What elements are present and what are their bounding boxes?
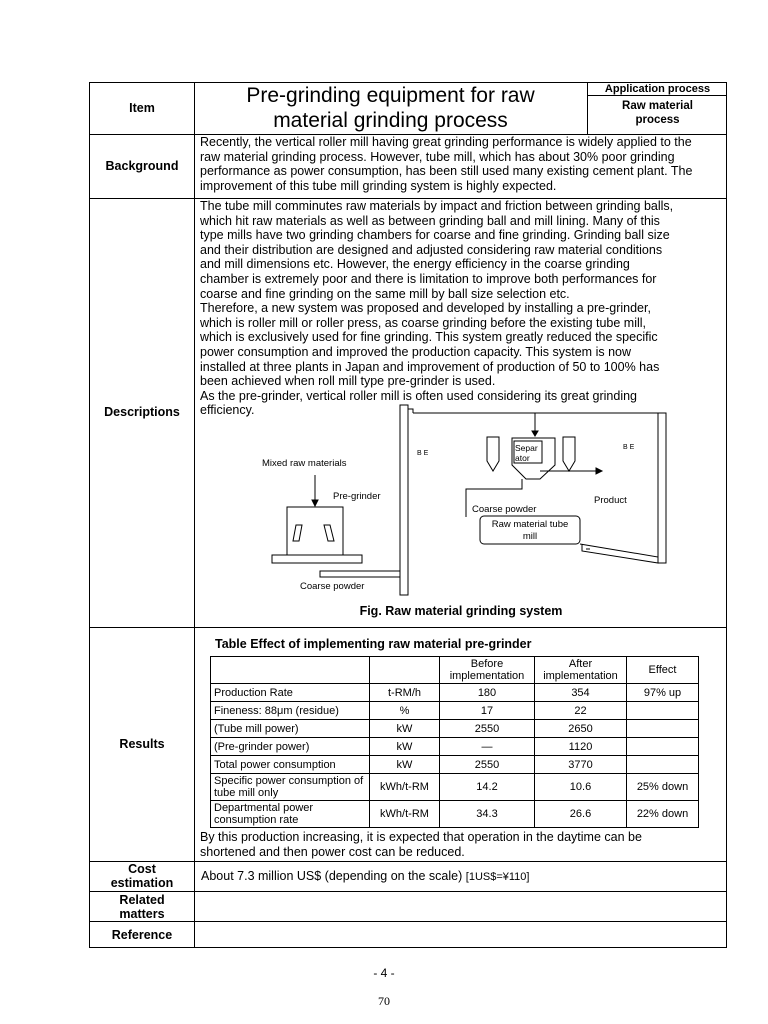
table-cell: Total power consumption xyxy=(211,756,370,774)
roller-right xyxy=(324,525,334,541)
table-cell: 34.3 xyxy=(440,801,535,828)
pre-grinder-body xyxy=(287,507,343,555)
mixed-raw-materials-label: Mixed raw materials xyxy=(262,458,347,469)
table-row xyxy=(211,720,699,738)
table-header-row xyxy=(211,657,699,684)
results-label: Results xyxy=(119,737,165,751)
page-number: 70 xyxy=(378,994,390,1008)
table-row xyxy=(211,756,699,774)
table-cell: 22 xyxy=(535,702,627,720)
table-cell: 2550 xyxy=(440,756,535,774)
table-cell xyxy=(627,702,699,720)
background-text xyxy=(200,135,721,193)
text-line: installed at three plants in Japan and improvement of production of 50 to 100% has xyxy=(200,359,660,374)
table-cell: Departmental power consumption rate xyxy=(211,801,370,828)
tube-mill-label: Raw material tube xyxy=(491,519,569,530)
table-cell: % xyxy=(370,702,440,720)
separator-label: ator xyxy=(515,453,530,463)
table-cell xyxy=(627,720,699,738)
table-cell: kW xyxy=(370,720,440,738)
table-cell: 3770 xyxy=(535,756,627,774)
text-line: Recently, the vertical roller mill having great grinding performance is widely applied to the xyxy=(200,135,692,149)
pre-grinder-label: Pre-grinder xyxy=(333,491,381,502)
table-cell: 97% up xyxy=(627,684,699,702)
application-process-value-line: Raw material xyxy=(622,100,693,112)
label-line: Cost xyxy=(128,862,156,876)
table-cell xyxy=(627,738,699,756)
text-line: been achieved when roll mill type pre-grinder is used. xyxy=(200,374,496,389)
cyclone-right xyxy=(563,437,575,471)
table-header-cell xyxy=(211,657,370,684)
text-line: shortened and then power cost can be reduced. xyxy=(200,844,465,859)
column-divider xyxy=(194,83,195,947)
label-line: Related xyxy=(119,893,165,907)
table-cell: kW xyxy=(370,756,440,774)
page-title xyxy=(194,84,587,133)
arrow-down-icon xyxy=(532,431,538,436)
background-label: Background xyxy=(105,159,179,173)
text-line: which is roller mill or roller press, as coarse grinding before the existing tube mill, xyxy=(200,315,647,330)
table-cell: 26.6 xyxy=(535,801,627,828)
row-divider xyxy=(90,921,726,922)
be-right-label: B E xyxy=(623,444,635,451)
title-line: material grinding process xyxy=(273,108,508,132)
item-label: Item xyxy=(129,101,155,115)
table-cell: (Tube mill power) xyxy=(211,720,370,738)
coarse-powder-bottom-label: Coarse powder xyxy=(300,581,365,592)
be-left-label: B E xyxy=(417,450,429,457)
cyclone-left xyxy=(487,437,499,471)
text-line: The tube mill comminutes raw materials by impact and friction between grinding balls, xyxy=(200,199,674,213)
text-line: chamber is extremely poor and there is limitation to improve both performances for xyxy=(200,271,657,286)
text-line: As the pre-grinder, vertical roller mill is often used considering its great grinding xyxy=(200,388,638,403)
table-cell: Specific power consumption of tube mill only xyxy=(211,774,370,801)
table-caption: Table Effect of implementing raw material pre-grinder xyxy=(215,637,532,651)
text-line: By this production increasing, it is expected that operation in the daytime can be xyxy=(200,830,642,844)
grinding-system-diagram xyxy=(250,399,680,597)
table-cell: 14.2 xyxy=(440,774,535,801)
table-cell: 25% down xyxy=(627,774,699,801)
table-cell: 10.6 xyxy=(535,774,627,801)
table-header-cell: After implementation xyxy=(535,657,627,684)
coarse-powder-conveyor xyxy=(320,571,400,577)
arrow-right-icon xyxy=(596,468,602,474)
figure-caption: Fig. Raw material grinding system xyxy=(359,604,563,618)
table-cell: Production Rate xyxy=(211,684,370,702)
table-cell xyxy=(627,756,699,774)
text-line: power consumption and improved the production capacity. This system is now xyxy=(200,344,631,359)
results-note xyxy=(200,830,721,859)
text-line: which is exclusively used for fine grinding. This system greatly reduced the specific xyxy=(200,330,658,345)
bucket-elevator-left xyxy=(400,405,408,595)
coarse-powder-top-label: Coarse powder xyxy=(472,504,537,515)
table-cell: 2550 xyxy=(440,720,535,738)
table-cell: kWh/t-RM xyxy=(370,774,440,801)
separator-label: Separ xyxy=(515,443,538,453)
table-cell: Fineness: 88μm (residue) xyxy=(211,702,370,720)
table-cell: 17 xyxy=(440,702,535,720)
tube-mill-label: mill xyxy=(522,531,538,542)
roller-left xyxy=(293,525,302,541)
table-cell: — xyxy=(440,738,535,756)
application-process-subdivider xyxy=(587,95,726,96)
application-process-label: Application process xyxy=(604,83,711,95)
table-row xyxy=(211,684,699,702)
page-marker: - 4 - xyxy=(373,966,395,980)
label-line: estimation xyxy=(110,876,174,890)
table-cell: 1120 xyxy=(535,738,627,756)
table-cell: kWh/t-RM xyxy=(370,801,440,828)
table-row xyxy=(211,774,699,801)
table-row xyxy=(211,738,699,756)
table-row xyxy=(211,801,699,828)
text-line: and mill dimensions etc. However, the energy efficiency in the coarse grinding xyxy=(200,257,630,272)
table-cell: 180 xyxy=(440,684,535,702)
table-row xyxy=(211,702,699,720)
text-line: type mills have two grinding chambers for coarse and fine grinding. Grinding ball size xyxy=(200,228,670,243)
table-cell: 2650 xyxy=(535,720,627,738)
application-process-value-line: process xyxy=(635,114,680,126)
related-matters-label xyxy=(90,893,194,921)
table-cell: kW xyxy=(370,738,440,756)
cost-value-text: About 7.3 million US$ (depending on the scale) xyxy=(201,869,463,883)
table-cell: 354 xyxy=(535,684,627,702)
results-table xyxy=(210,656,699,828)
title-line: Pre-grinding equipment for raw xyxy=(246,84,535,107)
bucket-elevator-right xyxy=(658,413,666,563)
descriptions-text xyxy=(200,199,721,418)
text-line: performance as power consumption, has been still used many existing cement plant. The xyxy=(200,164,693,179)
row-divider xyxy=(90,627,726,628)
text-line: efficiency. xyxy=(200,403,255,418)
application-process-value xyxy=(587,99,728,127)
arrow-down-icon xyxy=(312,500,318,506)
text-line: raw material grinding process. However, tube mill, which has about 30% poor grinding xyxy=(200,149,675,164)
reference-label: Reference xyxy=(111,928,173,942)
text-line: and their distribution are designed and adjusted considering raw material conditions xyxy=(200,242,663,257)
label-line: matters xyxy=(119,907,165,921)
document-table xyxy=(89,82,727,948)
table-header-cell xyxy=(370,657,440,684)
table-cell: 22% down xyxy=(627,801,699,828)
tube-mill-body xyxy=(580,544,658,563)
descriptions-label: Descriptions xyxy=(104,405,180,419)
text-line: coarse and fine grinding on the same mill by ball size selection etc. xyxy=(200,286,570,301)
elevator-head-left xyxy=(408,409,413,413)
text-line: which hit raw materials as well as between grinding ball and mill lining. Many of this xyxy=(200,213,660,228)
pre-grinder-base xyxy=(272,555,362,563)
table-cell: t-RM/h xyxy=(370,684,440,702)
table-header-cell: Before implementation xyxy=(440,657,535,684)
text-line: Therefore, a new system was proposed and developed by installing a pre-grinder, xyxy=(200,301,651,316)
exchange-rate-text: [1US$=¥110] xyxy=(465,871,530,883)
table-header-cell: Effect xyxy=(627,657,699,684)
cost-estimation-value xyxy=(201,869,529,883)
text-line: improvement of this tube mill grinding system is highly expected. xyxy=(200,178,557,193)
row-divider xyxy=(90,891,726,892)
product-label: Product xyxy=(594,495,627,506)
table-cell: (Pre-grinder power) xyxy=(211,738,370,756)
cost-estimation-label xyxy=(90,862,194,890)
